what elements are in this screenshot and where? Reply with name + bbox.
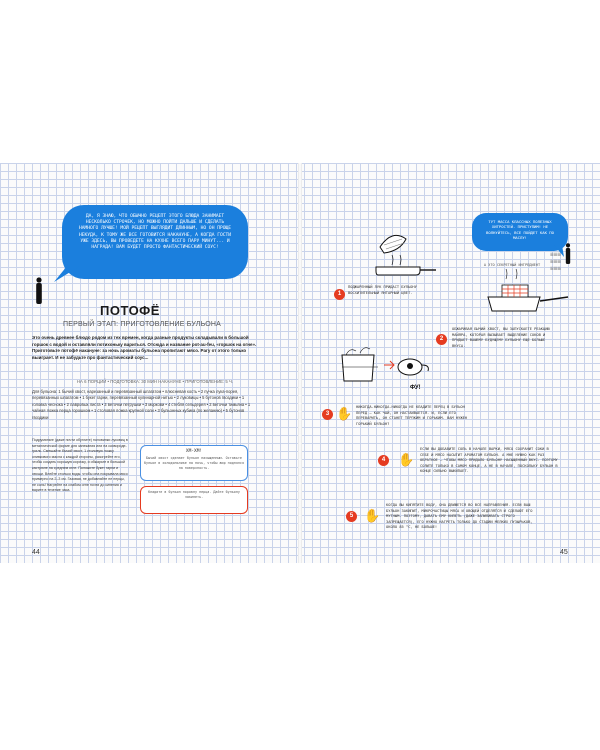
ingredients-list: Для бульона: 1 бычий хвост, нарезанный и перевязанный шпагатом • плюсневая кость • 2 пучка лука-порея, перевязанных шпагатом • 1 букет гарни, перевязанный кулинарной нитью • 2 луковицы • 5 бутонов гвоздики • 1 головка чеснока • 2 лавровых листа • 3 веточки петрушки • 3 моркови • 4 стебля сельдерея • 2 веточки тимьяна • 1 чайная ложка перца горошком • 1 столовая ложка крупной соли • 3 бульонных кубика (по желанию) • 5 бутонов гвоздики (32, 389, 251, 420)
step-badge-3: 3 (322, 409, 333, 420)
step-text-2: ОБЖАРИВАЯ БЫЧИЙ ХВОСТ, ВЫ ЗАПУСКАЕТЕ РЕАКЦИЮ МАЙЯРА, КОТОРАЯ ВЫЗЫВАЕТ ВЫДЕЛЕНИЕ СОКОВ И ПРИДАЕТ ВАШЕМУ БУДУЩЕМУ БУЛЬОНУ ЕЩЕ БОЛЬШЕ ВКУСА. (452, 327, 550, 348)
sound-fu-label: ФУ! (410, 385, 421, 391)
step-badge-2: 2 (436, 334, 447, 345)
pot-and-teapot-illustration-icon (336, 341, 436, 395)
bubble-tail-icon (52, 258, 82, 284)
step-text-4: ЕСЛИ ВЫ ДОБАВИТЕ СОЛЬ В НАЧАЛЕ ВАРКИ, МЯСО СОХРАНИТ СОКИ В СЕБЕ И МЯСО НАСЫТИТ АРОМАТОМ БУЛЬОН. А МНЕ НУЖНО КАК РАЗ ОБРАТНОЕ — ЧТОБЫ МЯСО ПРИДАЛО БУЛЬОНУ НАСЫЩЕННЫЙ ВКУС. ПОЭТОМУ СОЛИТЕ ТОЛЬКО В САМОМ КОНЦЕ, А НЕ В НАЧАЛЕ, ПОСКОЛЬКУ БУЛЬОН В КОНЦЕ СИЛЬНО ВЫКИПАЕТ. (420, 447, 558, 474)
red-hand-icon-4: ✋ (398, 452, 415, 467)
page-gutter (298, 163, 302, 563)
bubble-text-right: ТУТ МАССА КЛАССНЫХ ПОЛЕЗНЫХ ХИТРОСТЕЙ. ПРИСТУПИМ! НЕ ВОЛНУЙТЕСЬ, ВСЕ ПОЙДЕТ КАК ПО МАСЛУ! (486, 219, 554, 240)
person-silhouette-icon (34, 277, 44, 305)
onion-pan-illustration-icon (370, 225, 440, 283)
recipe-yield: НА 6 ПОРЦИЙ • ПОДГОТОВКА: 30 МИН НАКАНУНЕ • ПРИГОТОВЛЕНИЕ: 5 Ч. (76, 379, 234, 384)
speech-bubble-left (62, 205, 248, 279)
grill-label: ≡≡≡ ≡≡≡ ≡≡≡ (550, 251, 561, 272)
page-number-right: 45 (560, 549, 568, 556)
step-badge-1: 1 (334, 289, 345, 300)
book-spread (0, 163, 600, 563)
tip-box-hmm (140, 445, 248, 481)
step-text-5: КОГДА ВЫ КИПЯТИТЕ ВОДУ, ОНА ДВИЖЕТСЯ ВО ВСЕ НАПРАВЛЕНИЯ. ЕСЛИ ВАШ БУЛЬОН ЗАКИПИТ, МИКРОЧАСТИЦЫ МЯСА И ОВОЩЕЙ ОТДЕЛЯТСЯ И СДЕЛАЮТ ЕГО МУТНЫМ. ПОЭТОМУ, ДАВАТЬ ЕМУ КИПЕТЬ (ДАЖЕ ЗАПИЛИВАТЬ СТРОГО ЗАПРЕЩАЕТСЯ), ЕГО НУЖНО НАГРЕТЬ ТОЛЬКО ДО СТАДИИ МЕЛКИХ ПУЗЫРЬКОВ, ОКОЛО 85 °C, НЕ БОЛЬШЕ! (386, 503, 533, 530)
bubble-text: ДА, Я ЗНАЮ, ЧТО ОБЫЧНО РЕЦЕПТ ЭТОГО БЛЮДА ЗАНИМАЕТ НЕСКОЛЬКО СТРОЧЕК, НО МОЖНО ПОЙТИ ДАЛЬШЕ И СДЕЛАТЬ НАМНОГО ЛУЧШЕ! МОЙ РЕЦЕПТ ВЫГЛЯДИТ ДЛИННЫМ, НО ОН ПРОЩЕ НЕКУДА, К ТОМУ ЖЕ ВСЕ ГОТОВИТСЯ НАКАНУНЕ, А КОГДА ГОСТИ УЖЕ ЗДЕСЬ, ВЫ ПРОВЕДЕТЕ НА КУХНЕ ВСЕГО ПАРУ МИНУТ... И НАГРАДА! ВАМ БУДЕТ ПРОСТО ФАНТАСТИЧЕСКИЙ СОУС! (78, 214, 232, 251)
page-number-left: 44 (32, 549, 40, 556)
red-hand-icon-5: ✋ (364, 508, 381, 523)
tip-box-hmm-title: ХМ-ХМ! (185, 449, 203, 454)
recipe-steps-text: Подрумяньте (даже почти обуглите) половинки луковиц в металлической форме для запекания или на сковороде-гриль. Смешайте бычий хвост, 1 столовую ложку оливкового масла с каждой стороны, разогрейте его, чтобы создать хорошую корочку, и обжарьте в большой кастрюле на среднем огне. Положите букет гарни и овощи. Влейте столько воды, чтобы она покрывала мясо примерно на 2–3 см. Газовая, не добавляйте не перцы, не соль! Нагрейте на слабом огне почти до кипения и варите в течение часа. (32, 438, 128, 493)
recipe-intro: Это очень древнее блюдо родом из тех времен, когда разные продукты складывали в большой горшок с водой и оставляли потихоньку вариться. Отсюда и название pot-au-feu, «горшок на огне». Приготовьте потофё накануне: за ночь ароматы бульона пропитают мясо. Рагу от этого только выиграет. И не забудьте про фантастический соус... (32, 335, 257, 360)
recipe-title: ПОТОФЁ (100, 303, 160, 318)
step-badge-4: 4 (378, 455, 389, 466)
fig-caption-top: А ЭТО СЕКРЕТНЫЙ ИНГРЕДИЕНТ (483, 263, 541, 267)
red-hand-icon-3: ✋ (336, 406, 353, 421)
grill-pan-illustration-icon (480, 267, 572, 319)
recipe-subtitle: ПЕРВЫЙ ЭТАП: ПРИГОТОВЛЕНИЕ БУЛЬОНА (63, 321, 221, 328)
tip-box-red (140, 486, 248, 514)
tip-box-hmm-body: Бычий хвост сделает бульон насыщенным. Оставьте бульон в холодильнике на ночь, чтобы жир поднялся на поверхность. (143, 456, 245, 470)
step-badge-5: 5 (346, 511, 357, 522)
tip-box-red-body: Кладите в бульон поровну перца. Дайте бульону закипеть. (148, 490, 240, 499)
step-text-3: НИКОГДА-НИКОГДА-НИКОГДА НЕ КЛАДИТЕ ПЕРЕЦ В БУЛЬОН ПЕРЕД — КАК ЧАЙ, ОН НАСТАИВАЕТСЯ. И, ЕСЛИ ЕГО ПЕРЕВАРИТЬ, ОН СТАНЕТ ТЕРПКИМ И ГОРЬКИМ. ВАМ НУЖЕН ГОРЬКИЙ БУЛЬОН? (356, 405, 468, 426)
step-text-1: ПОДЖАРЕННЫЙ ЛУК ПРИДАСТ БУЛЬОНУ ВОСХИТИТЕЛЬНЫЙ ЯНТАРНЫЙ ЦВЕТ. (348, 285, 417, 295)
